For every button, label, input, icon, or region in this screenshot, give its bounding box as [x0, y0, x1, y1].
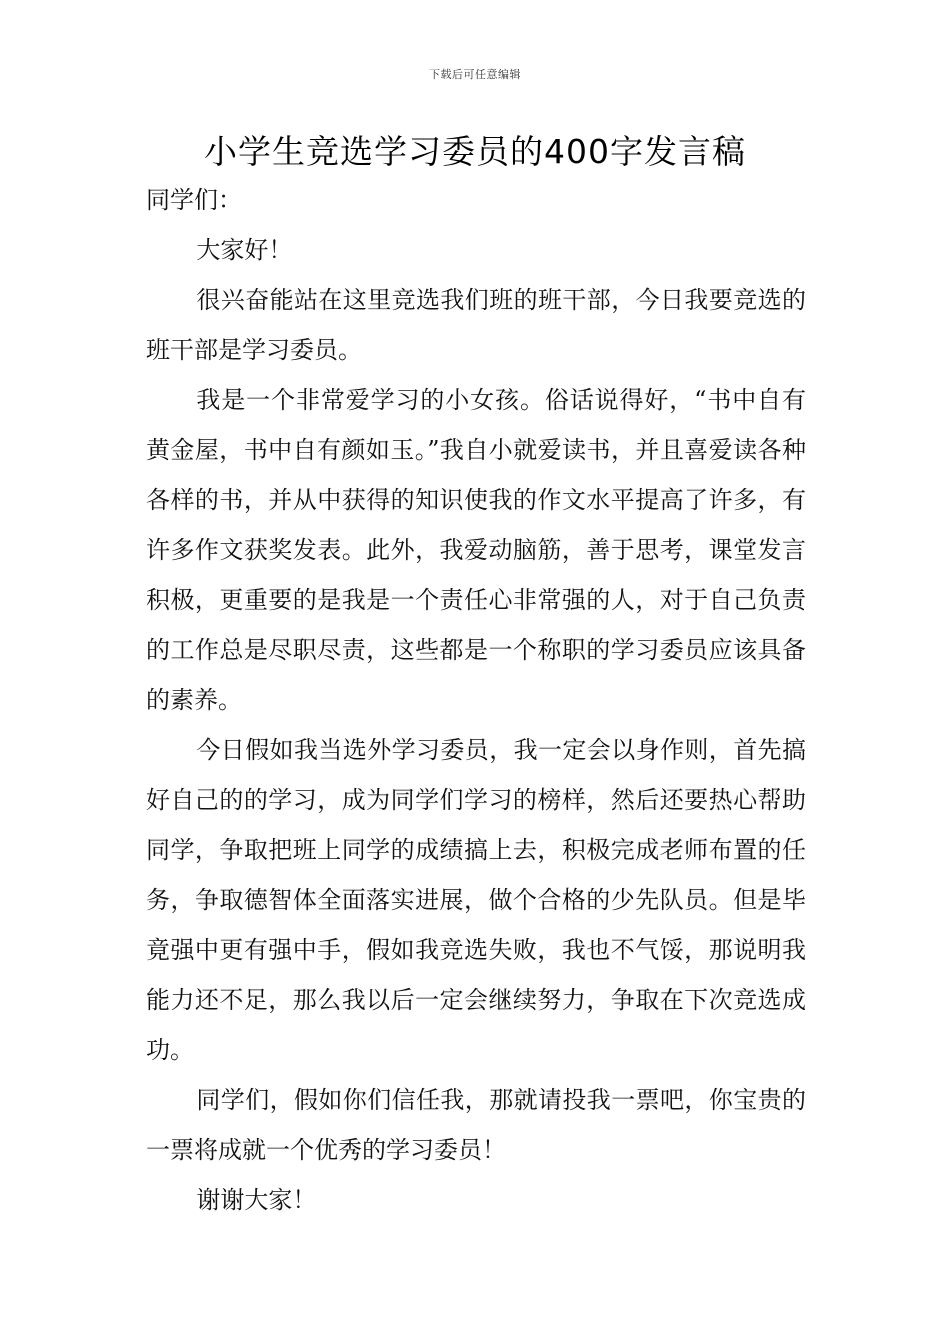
paragraph-plan: 今日假如我当选外学习委员，我一定会以身作则，首先搞好自己的的学习，成为同学们学习的榜样，然后还要热心帮助同学，争取把班上同学的成绩搞上去，积极完成老师布置的任务，争取德智体全面落实进展，做个合格的少先队员。但是毕竟强中更有强中手，假如我竞选失败，我也不气馁，那说明我能力还不足，那么我以后一定会继续努力，争取在下次竞选成功。: [146, 736, 806, 1064]
document-body: [146, 175, 806, 1225]
salutation: 同学们：: [146, 186, 242, 214]
header-note: 下载后可任意编辑: [429, 68, 521, 81]
paragraph-self-description: 我是一个非常爱学习的小女孩。俗话说得好，“书中自有黄金屋，书中自有颜如玉。”我自小就爱读书，并且喜爱读各种各样的书，并从中获得的知识使我的作文水平提高了许多，有许多作文获奖发表。此外，我爱动脑筋，善于思考，课堂发言积极，更重要的是我是一个责任心非常强的人，对于自己负责的工作总是尽职尽责，这些都是一个称职的学习委员应该具备的素养。: [146, 386, 806, 714]
paragraph-appeal: 同学们，假如你们信任我，那就请投我一票吧，你宝贵的一票将成就一个优秀的学习委员！: [146, 1086, 806, 1164]
paragraph-intro: 很兴奋能站在这里竞选我们班的班干部，今日我要竞选的班干部是学习委员。: [146, 286, 806, 364]
paragraph-thanks: 谢谢大家！: [196, 1186, 317, 1214]
paragraph-greeting: 大家好！: [196, 236, 293, 264]
document-title: 小学生竞选学习委员的400字发言稿: [204, 132, 746, 171]
